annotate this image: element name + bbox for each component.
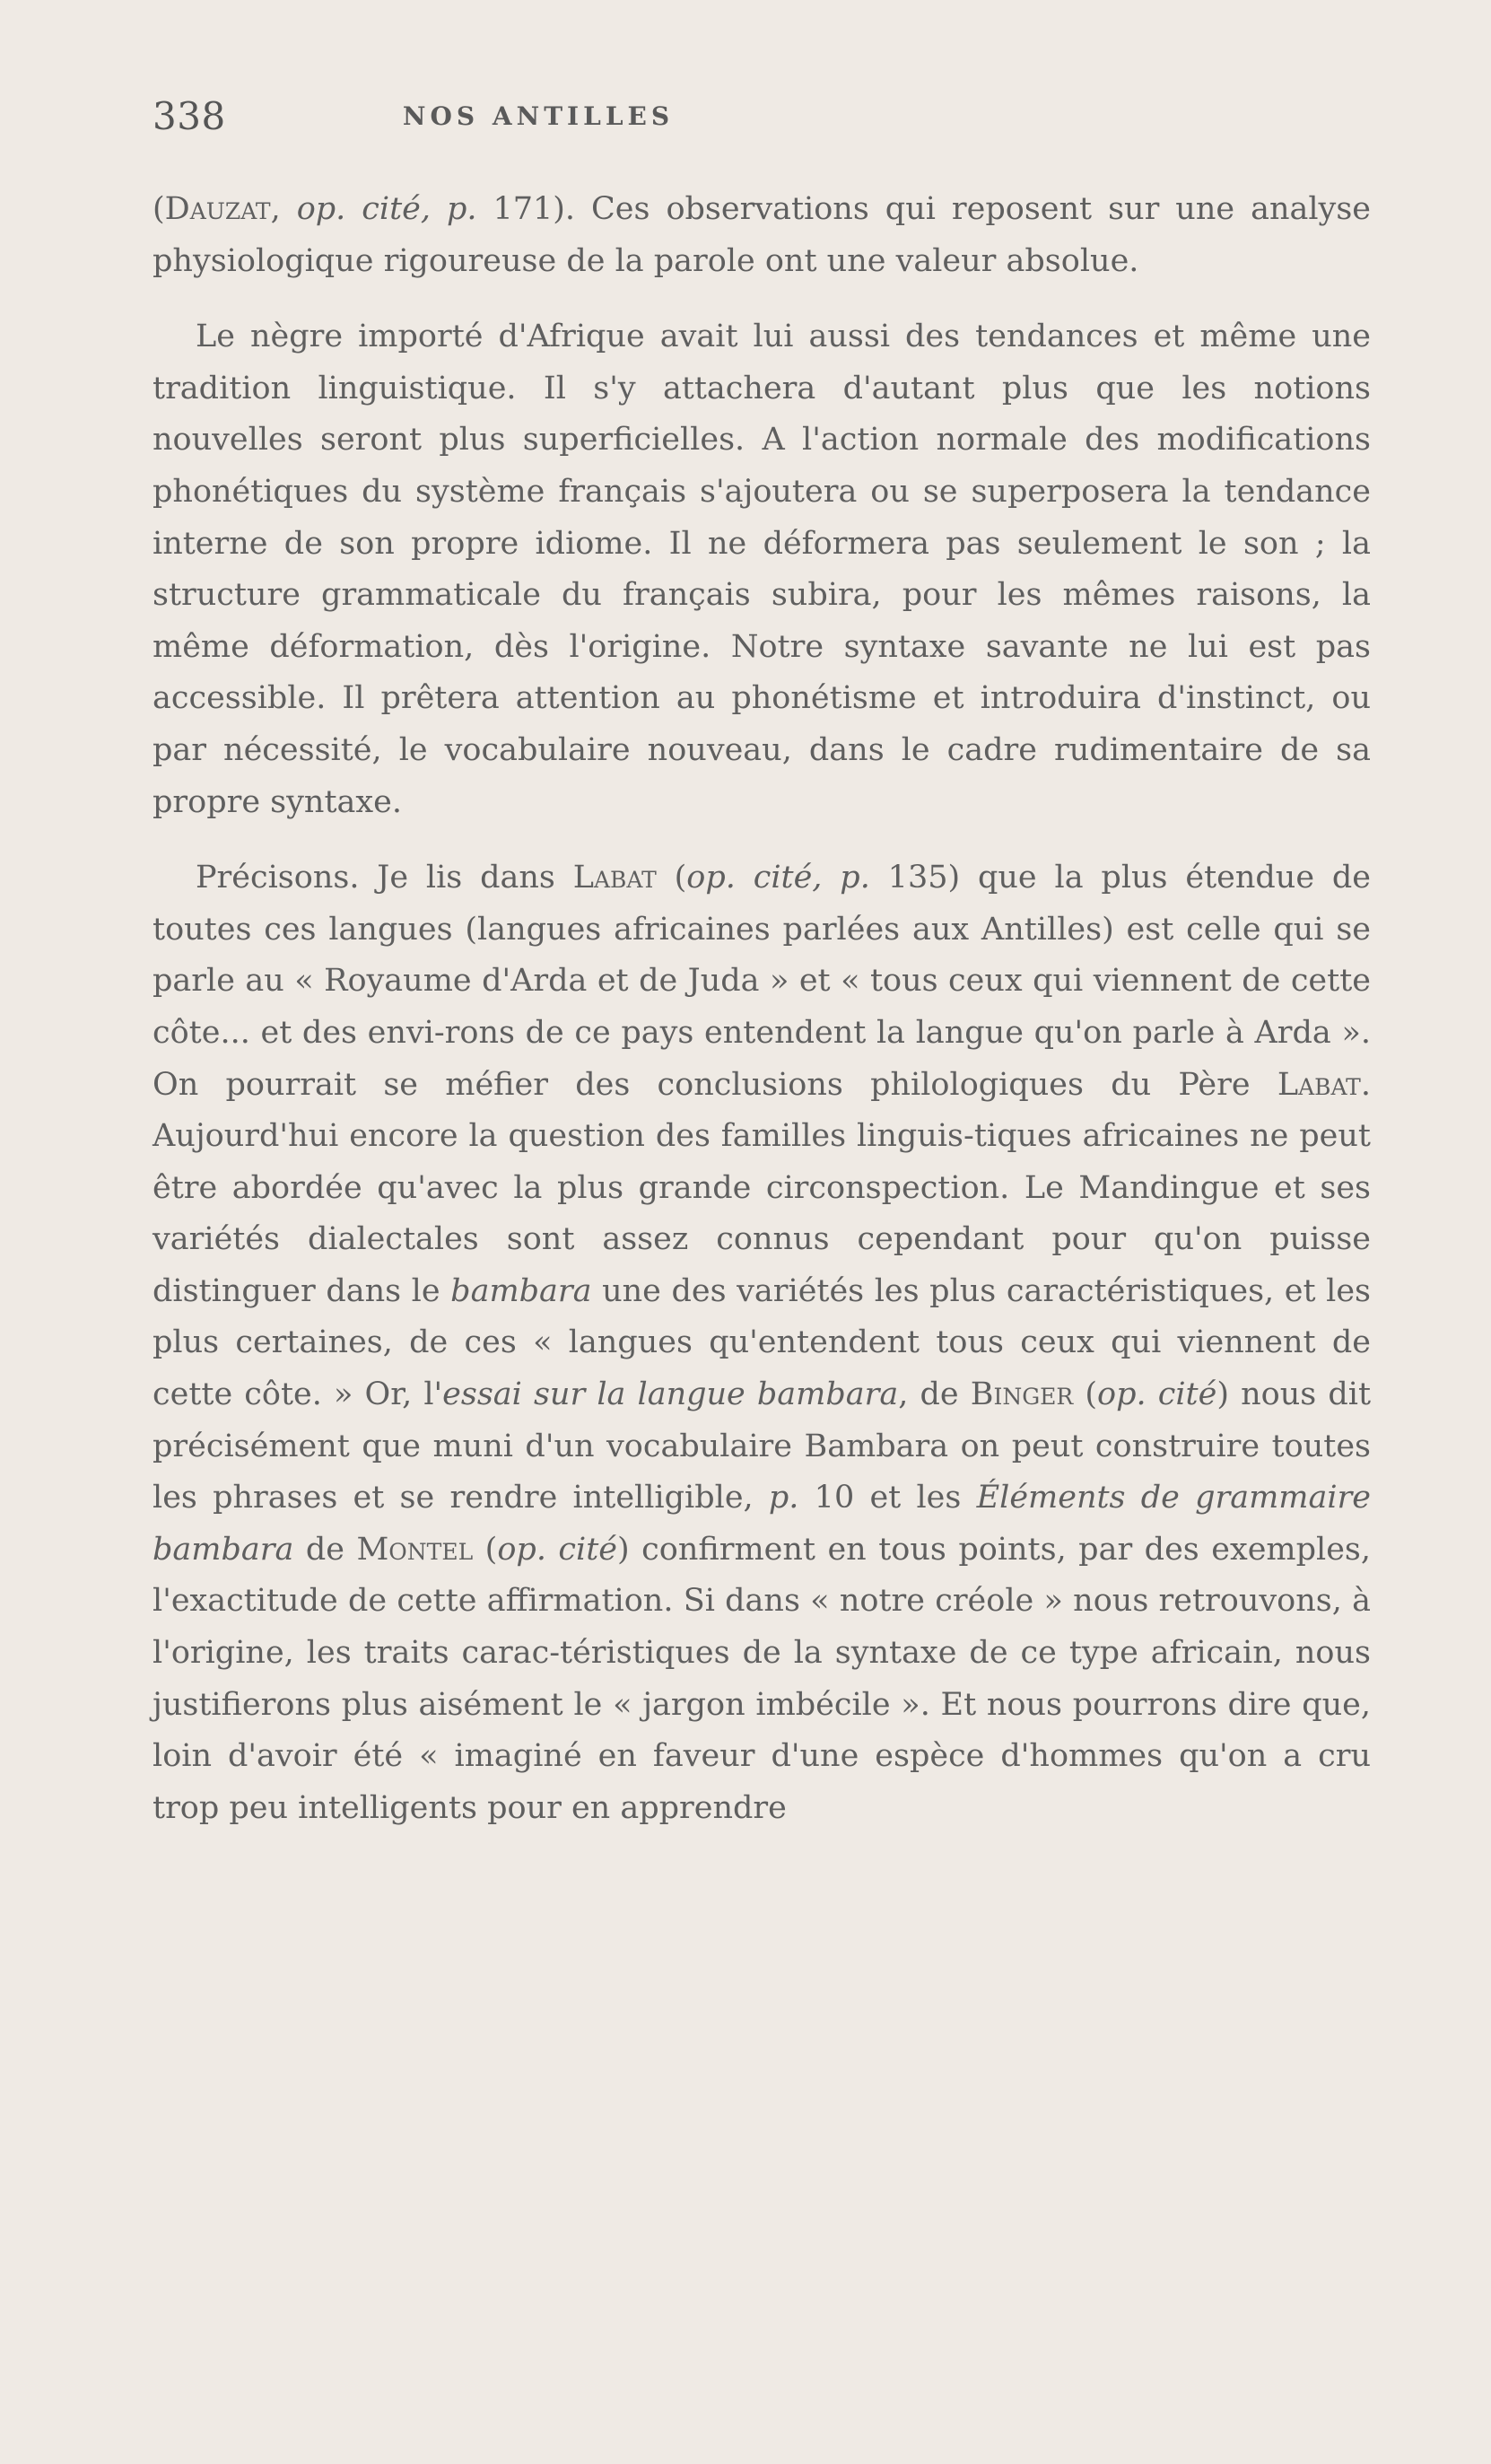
citation: op. cité bbox=[1097, 1376, 1217, 1413]
book-title: essai sur la langue bambara bbox=[442, 1376, 899, 1413]
paragraph: Précisons. Je lis dans Labat (op. cité, p. 135) que la plus étendue de toutes ces langues (langues africaines parlées aux Antilles) est celle qui se parle au « Royaume d'Arda et de Juda » et « tous ceux qui viennent de cette côte... et des envi-rons de ce pays entendent la langue qu'on parle à Arda ». On pourrait se méfier des conclusions philologiques du Père Labat. Aujourd'hui encore la question des familles linguis-tiques africaines ne peut être abordée qu'avec la plus grande circonspection. Le Mandingue et ses variétés dialectales sont assez connus cependant pour qu'on puisse distinguer dans le bambara une des variétés les plus caractéristiques, et les plus certaines, de ces « langues qu'entendent tous ceux qui viennent de cette côte. » Or, l'essai sur la langue bambara, de Binger (op. cité) nous dit précisément que muni d'un vocabulaire Bambara on peut construire toutes les phrases et se rendre intelligible, p. 10 et les Éléments de grammaire bambara de Montel (op. cité) confirment en tous points, par des exemples, l'exactitude de cette affirmation. Si dans « notre créole » nous retrouvons, à l'origine, les traits carac-téristiques de la syntaxe de ce type africain, nous justifierons plus aisément le « jargon imbécile ». Et nous pourrons dire que, loin d'avoir été « imaginé en faveur d'une espèce d'hommes qu'on a cru trop peu intelligents pour en apprendre bbox=[153, 860, 1372, 1826]
author-name: Labat bbox=[572, 860, 657, 896]
author-name: Binger bbox=[970, 1376, 1074, 1413]
page-header bbox=[153, 94, 1373, 148]
body-text bbox=[153, 184, 1371, 1834]
running-title: NOS ANTILLES bbox=[402, 101, 675, 131]
citation: op. cité, p. bbox=[686, 860, 870, 896]
page-number: 338 bbox=[153, 94, 226, 138]
author-name: Dauzat bbox=[164, 191, 271, 227]
citation: p. bbox=[768, 1480, 799, 1516]
author-name: Montel bbox=[356, 1531, 474, 1568]
paragraph-continuation: (Dauzat, op. cité, p. 171). Ces observations qui reposent sur une analyse physiologique rigoureuse de la parole ont une valeur absolue. bbox=[153, 191, 1371, 279]
paragraph: Le nègre importé d'Afrique avait lui aussi des tendances et même une tradition linguistique. Il s'y attachera d'autant plus que les notions nouvelles seront plus superficielles. A l'action normale des modifications phonétiques du système français s'ajoutera ou se superposera la tendance interne de son propre idiome. Il ne déformera pas seulement le son ; la structure grammaticale du français subira, pour les mêmes raisons, la même déformation, dès l'origine. Notre syntaxe savante ne lui est pas accessible. Il prêtera attention au phonétisme et introduira d'instinct, ou par nécessité, le vocabulaire nouveau, dans le cadre rudimentaire de sa propre syntaxe. bbox=[153, 319, 1371, 820]
author-name: Labat bbox=[1277, 1066, 1361, 1103]
citation: op. cité bbox=[497, 1531, 618, 1568]
italic-term: bambara bbox=[450, 1272, 592, 1309]
book-title: Éléments de grammaire bambara bbox=[153, 1480, 1372, 1568]
citation: op. cité, p. bbox=[296, 191, 477, 227]
